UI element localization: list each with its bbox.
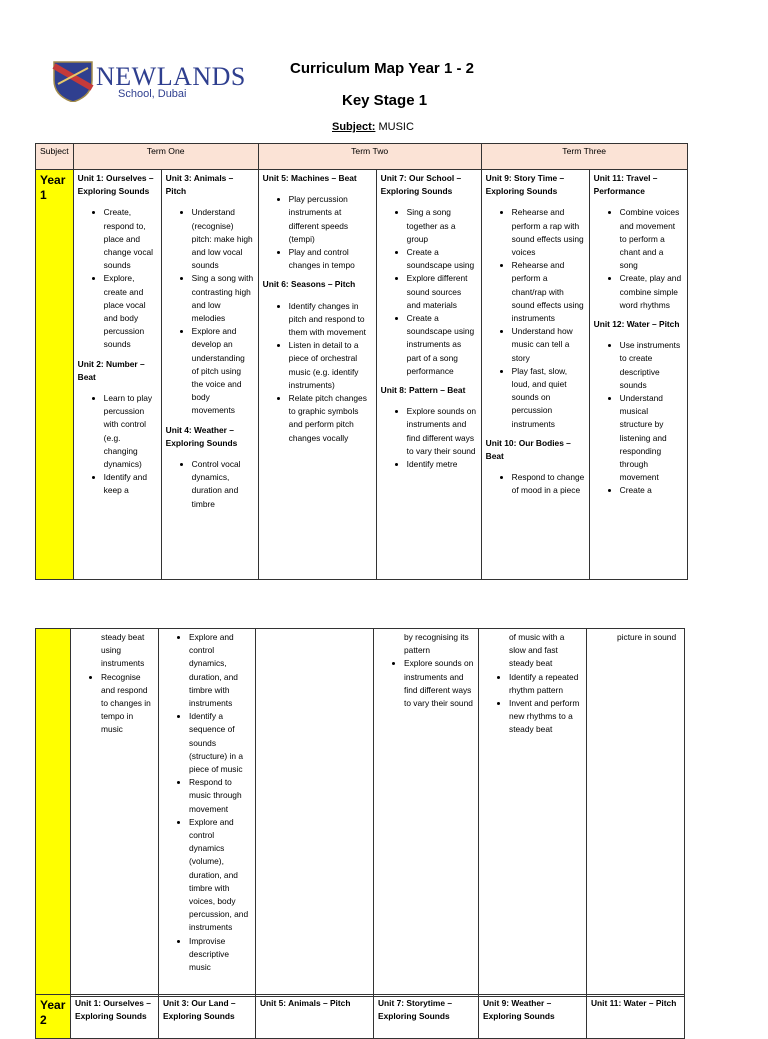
unit-heading: Unit 12: Water – Pitch: [593, 319, 680, 330]
unit-heading: Unit 9: Story Time – Exploring Sounds: [485, 173, 565, 197]
units-5-6-cell: [258, 170, 376, 580]
list-item: • Explore sounds on instruments and find different ways to vary their sound: [404, 657, 474, 710]
year2-unit-cell: [587, 995, 685, 1039]
curriculum-table-part2: [35, 628, 685, 997]
unit-heading: Unit 1: Ourselves – Exploring Sounds: [77, 173, 154, 197]
list-item: • Improvise descriptive music: [189, 935, 251, 975]
list-item: • Explore, create and place vocal and body percussion sounds: [104, 272, 157, 351]
year1-label: Year 1: [36, 170, 74, 580]
list-item: • Sing a song with contrasting high and low melodies: [192, 272, 254, 325]
unit-heading: Unit 11: Water – Pitch: [591, 998, 677, 1008]
list-item: • Invent and perform new rhythms to a steady beat: [509, 697, 582, 737]
list-item: • Relate pitch changes to graphic symbols and perform pitch changes vocally: [289, 392, 372, 445]
units-9-10-cell: [481, 170, 589, 580]
list-item: • Rehearse and perform a rap with sound effects using voices: [512, 206, 585, 259]
units-3-4-continued: [159, 629, 256, 997]
unit-heading: Unit 10: Our Bodies – Beat: [485, 437, 571, 462]
unit-heading: Unit 4: Weather – Exploring Sounds: [165, 424, 238, 448]
list-item: • Explore sounds on instruments and find different ways to vary their sound: [407, 405, 477, 458]
list-item: • Identify a sequence of sounds (structure) in a piece of music: [189, 710, 251, 776]
subject-value: MUSIC: [378, 121, 414, 133]
list-item: • Create a soundscape using instruments as part of a song performance: [407, 312, 477, 378]
list-item: • Respond to music through movement: [189, 776, 251, 816]
units-1-2-continued: [71, 629, 159, 997]
list-item: • Explore and control dynamics, duration, and timbre with instruments: [189, 631, 251, 710]
list-item: • Identify a repeated rhythm pattern: [509, 671, 582, 697]
list-item: • Sing a song together as a group: [407, 206, 477, 246]
list-item: • Explore different sound sources and materials: [407, 272, 477, 312]
list-item: • Play and control changes in tempo: [289, 246, 372, 272]
term-two-header: Term Two: [258, 144, 481, 170]
units-11-12-cell: [589, 170, 687, 580]
year2-unit-cell: [159, 995, 256, 1039]
units-5-6-continued: [256, 629, 374, 997]
continued-text: by recognising its pattern: [404, 632, 469, 656]
table-header-row: [36, 144, 688, 170]
units-11-12-continued: [587, 629, 685, 997]
year2-unit-cell: [71, 995, 159, 1039]
units-3-4-cell: [161, 170, 258, 580]
year2-unit-cell: [479, 995, 587, 1039]
unit-heading: Unit 7: Our School – Exploring Sounds: [380, 173, 462, 197]
unit-heading: Unit 11: Travel – Performance: [593, 173, 658, 197]
units-7-8-continued: [374, 629, 479, 997]
list-item: • Understand (recognise) pitch: make high and low vocal sounds: [192, 206, 254, 272]
list-item: • Identify and keep a: [104, 471, 157, 497]
unit-heading: Unit 5: Animals – Pitch: [260, 998, 351, 1008]
list-item: • Understand how music can tell a story: [512, 325, 585, 365]
year1-continued-row: [36, 629, 685, 997]
school-location: School, Dubai: [118, 88, 187, 100]
list-item: • Create a: [620, 484, 683, 497]
list-item: • Identify changes in pitch and respond to them with movement: [289, 300, 372, 340]
year2-unit-cell: [374, 995, 479, 1039]
list-item: • Recognise and respond to changes in tempo in music: [101, 671, 154, 737]
units-1-2-cell: [73, 170, 161, 580]
year2-unit-cell: [256, 995, 374, 1039]
list-item: • Use instruments to create descriptive sounds: [620, 339, 683, 392]
unit-heading: Unit 3: Our Land – Exploring Sounds: [163, 998, 236, 1022]
list-item: • Control vocal dynamics, duration and timbre: [192, 458, 254, 511]
list-item: • Identify metre: [407, 458, 477, 471]
list-item: • Listen in detail to a piece of orchestral music (e.g. identify instruments): [289, 339, 372, 392]
list-item: • Explore and control dynamics (volume), duration, and timbre with voices, body percussion, and instruments: [189, 816, 251, 935]
continued-text: of music with a slow and fast steady beat: [509, 632, 565, 669]
list-item: • Play percussion instruments at different speeds (tempi): [289, 193, 372, 246]
units-7-8-cell: [376, 170, 481, 580]
list-item: • Combine voices and movement to perform a chant and a song: [620, 206, 683, 272]
subject-label: Subject:: [332, 121, 376, 133]
unit-heading: Unit 6: Seasons – Pitch: [262, 279, 356, 290]
unit-heading: Unit 3: Animals – Pitch: [165, 173, 234, 197]
list-item: • Learn to play percussion with control (e.g. changing dynamics): [104, 392, 157, 471]
year1-label-continued: [36, 629, 71, 997]
page-title: Curriculum Map Year 1 - 2: [290, 60, 474, 77]
curriculum-table-year2: [35, 994, 685, 1039]
term-three-header: Term Three: [481, 144, 687, 170]
unit-heading: Unit 8: Pattern – Beat: [380, 385, 466, 396]
subject-header: Subject: [36, 144, 74, 170]
year2-label: Year 2: [36, 995, 71, 1039]
list-item: • Create a soundscape using: [407, 246, 477, 272]
continued-text: picture in sound: [617, 632, 677, 642]
key-stage: Key Stage 1: [342, 92, 428, 109]
list-item: • Understand musical structure by listening and responding through movement: [620, 392, 683, 484]
continued-text: steady beat using instruments: [101, 632, 145, 669]
list-item: • Explore and develop an understanding of pitch using the voice and body movements: [192, 325, 254, 417]
school-name: NEWLANDS: [96, 62, 246, 91]
year1-row: [36, 170, 688, 580]
unit-heading: Unit 7: Storytime – Exploring Sounds: [378, 998, 452, 1022]
unit-heading: Unit 5: Machines – Beat: [262, 173, 357, 183]
unit-heading: Unit 2: Number – Beat: [77, 358, 145, 382]
list-item: • Play fast, slow, loud, and quiet sounds on percussion instruments: [512, 365, 585, 431]
list-item: • Rehearse and perform a chant/rap with sound effects using instruments: [512, 259, 585, 325]
unit-heading: Unit 9: Weather – Exploring Sounds: [483, 998, 555, 1022]
year2-row: [36, 995, 685, 1039]
list-item: • Create, respond to, place and change vocal sounds: [104, 206, 157, 272]
unit-heading: Unit 1: Ourselves – Exploring Sounds: [75, 998, 151, 1022]
term-one-header: Term One: [73, 144, 258, 170]
subject-line: [332, 121, 414, 133]
list-item: • Create, play and combine simple word rhythms: [620, 272, 683, 312]
units-9-10-continued: [479, 629, 587, 997]
curriculum-table-part1: [35, 143, 688, 580]
list-item: • Respond to change of mood in a piece: [512, 471, 585, 497]
